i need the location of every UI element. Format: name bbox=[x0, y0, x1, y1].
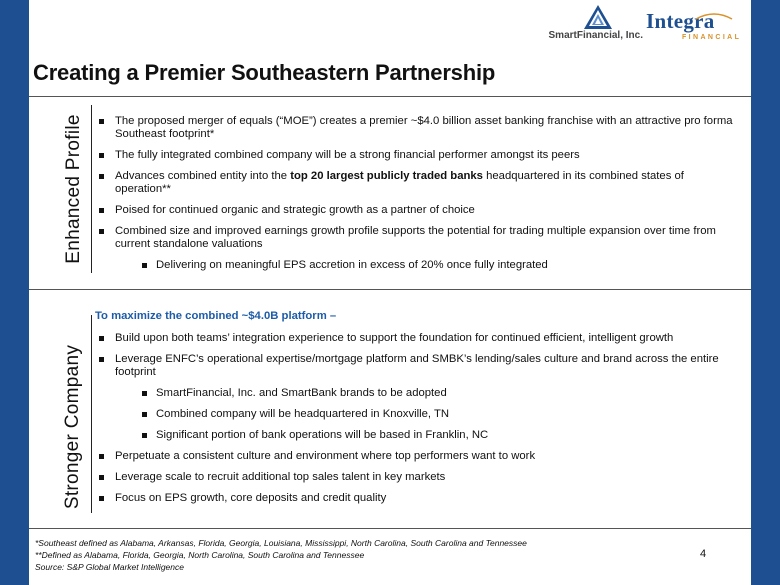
bullet-item bbox=[95, 225, 735, 251]
bullet-text: Focus on EPS growth, core deposits and credit quality bbox=[115, 492, 387, 504]
smartfinancial-pyramid-icon bbox=[583, 4, 613, 30]
section-label-enhanced-profile: Enhanced Profile bbox=[63, 114, 84, 264]
left-brand-bar bbox=[0, 0, 29, 585]
square-bullet-icon bbox=[99, 229, 104, 234]
divider-top bbox=[29, 96, 751, 97]
integra-arc-icon bbox=[694, 11, 734, 21]
square-bullet-icon bbox=[99, 475, 104, 480]
square-bullet-icon bbox=[142, 391, 147, 396]
divider-bottom bbox=[29, 528, 751, 529]
sub-bullet-item bbox=[95, 259, 735, 272]
sub-bullet-item bbox=[95, 408, 735, 421]
page-number: 4 bbox=[700, 548, 707, 560]
square-bullet-icon bbox=[99, 454, 104, 459]
square-bullet-icon bbox=[99, 208, 104, 213]
bullet-text-before: Advances combined entity into the bbox=[115, 170, 291, 182]
sub-bullet-text: Delivering on meaningful EPS accretion in excess of 20% once fully integrated bbox=[156, 259, 548, 271]
footnote-states: **Defined as Alabama, Florida, Georgia, North Carolina, South Carolina and Tennessee bbox=[35, 550, 365, 560]
square-bullet-icon bbox=[99, 119, 104, 124]
square-bullet-icon bbox=[142, 412, 147, 417]
sub-bullet-item bbox=[95, 429, 735, 442]
stronger-company-section bbox=[95, 310, 735, 513]
bullet-item bbox=[95, 353, 735, 379]
section-lead-heading: To maximize the combined ~$4.0B platform – bbox=[95, 310, 337, 322]
integra-logo bbox=[640, 6, 748, 46]
bullet-item bbox=[95, 149, 735, 162]
footnote-source: Source: S&P Global Market Intelligence bbox=[35, 562, 184, 572]
bullet-text: Leverage scale to recruit additional top sales talent in key markets bbox=[115, 471, 446, 483]
bullet-text: The proposed merger of equals (“MOE”) creates a premier ~$4.0 billion asset banking franchise with an attractive pro forma Southeast footprint* bbox=[115, 115, 733, 140]
square-bullet-icon bbox=[142, 433, 147, 438]
sub-bullet-text: SmartFinancial, Inc. and SmartBank brands to be adopted bbox=[156, 387, 447, 399]
bullet-item bbox=[95, 471, 735, 484]
integra-logo-sub: FINANCIAL bbox=[682, 34, 742, 41]
sub-bullet-item bbox=[95, 387, 735, 400]
section1-vertical-rule bbox=[91, 105, 92, 273]
bullet-item bbox=[95, 492, 735, 505]
smartfinancial-logo bbox=[543, 4, 643, 44]
bullet-item bbox=[95, 204, 735, 217]
square-bullet-icon bbox=[142, 263, 147, 268]
bullet-item bbox=[95, 450, 735, 463]
bullet-item bbox=[95, 115, 735, 141]
enhanced-profile-section bbox=[95, 115, 735, 280]
bullet-text: The fully integrated combined company will be a strong financial performer amongst its peers bbox=[115, 149, 580, 161]
sub-bullet-text: Combined company will be headquartered in Knoxville, TN bbox=[156, 408, 450, 420]
section-label-stronger-company: Stronger Company bbox=[62, 344, 83, 510]
bullet-text: Perpetuate a consistent culture and environment where top performers want to work bbox=[115, 450, 536, 462]
footnote-southeast: *Southeast defined as Alabama, Arkansas, Florida, Georgia, Louisiana, Mississippi, North Carolina, South Carolina and Tennessee bbox=[35, 538, 527, 548]
bullet-item bbox=[95, 332, 735, 345]
bullet-text: Leverage ENFC’s operational expertise/mortgage platform and SMBK’s lending/sales culture and brand across the entire footprint bbox=[115, 353, 719, 378]
integra-logo-name: Integra bbox=[646, 9, 715, 33]
square-bullet-icon bbox=[99, 336, 104, 341]
bullet-text: Poised for continued organic and strategic growth as a partner of choice bbox=[115, 204, 475, 216]
square-bullet-icon bbox=[99, 174, 104, 179]
smartfinancial-logo-text: SmartFinancial, Inc. bbox=[548, 30, 643, 41]
sub-bullet-text: Significant portion of bank operations will be based in Franklin, NC bbox=[156, 429, 489, 441]
bullet-text: Combined size and improved earnings growth profile supports the potential for trading multiple expansion over time from current standalone valuations bbox=[115, 225, 716, 250]
square-bullet-icon bbox=[99, 357, 104, 362]
page-title: Creating a Premier Southeastern Partnership bbox=[33, 60, 496, 85]
divider-middle bbox=[29, 289, 751, 290]
right-brand-bar bbox=[751, 0, 780, 585]
section2-vertical-rule bbox=[91, 315, 92, 513]
square-bullet-icon bbox=[99, 153, 104, 158]
bullet-item bbox=[95, 170, 735, 196]
bullet-text-after: headquartered in its combined states of operation** bbox=[115, 170, 684, 195]
bullet-text: Build upon both teams’ integration experience to support the foundation for continued efficient, intelligent growth bbox=[115, 332, 674, 344]
square-bullet-icon bbox=[99, 496, 104, 501]
bullet-text-bold: top 20 largest publicly traded banks bbox=[290, 170, 483, 182]
